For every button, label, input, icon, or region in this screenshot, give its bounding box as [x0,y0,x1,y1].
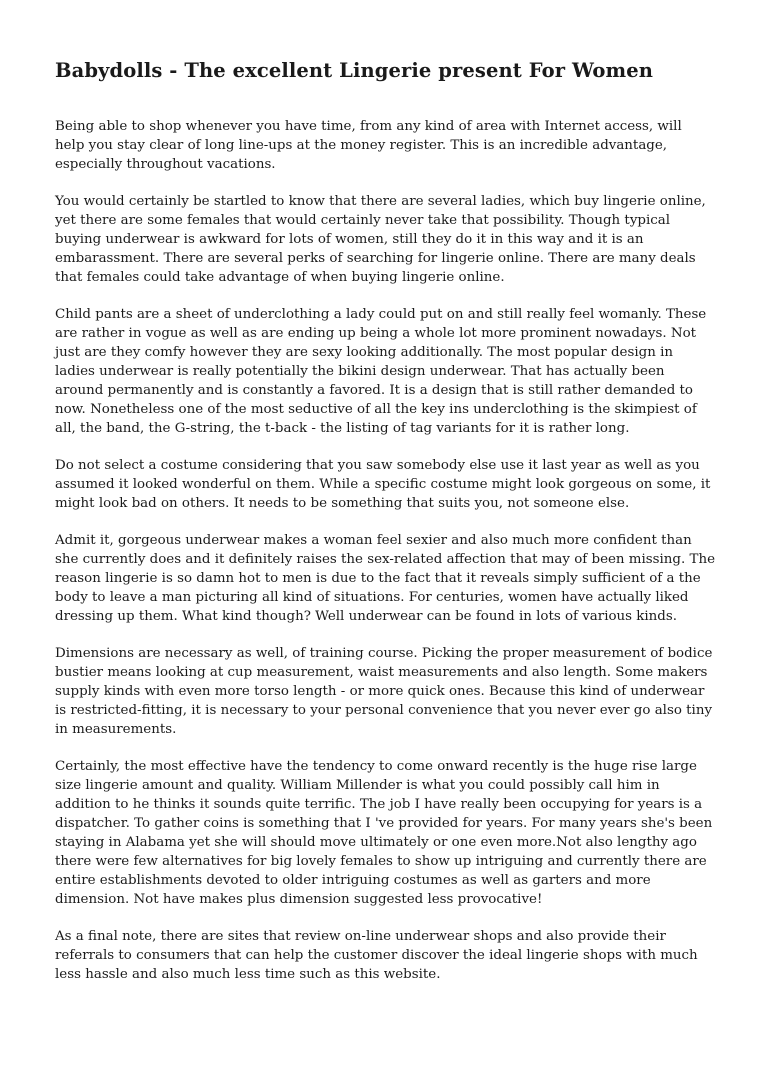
paragraph-2: You would certainly be startled to know that there are several ladies, which buy lingerie online, yet there are some females that would certainly never take that possibility. Though typical buying underwear is awkward for lots of women, still they do it in this way and it is an embarassment. There are several perks of searching for lingerie online. There are many deals that females could take advantage of when buying lingerie online. [55,194,706,286]
paragraph-6: Dimensions are necessary as well, of training course. Picking the proper measurement of bodice bustier means looking at cup measurement, waist measurements and also length. Some makers supply kinds with even more torso length - or more quick ones. Because this kind of underwear is restricted-fitting, it is necessary to your personal convenience that you never ever go also tiny in measurements. [55,646,713,738]
paragraph-4: Do not select a costume considering that you saw somebody else use it last year as well as you assumed it looked wonderful on them. While a specific costume might look gorgeous on some, it might look bad on others. It needs to be something that suits you, not someone else. [55,458,711,512]
paragraph-3: Child pants are a sheet of underclothing a lady could put on and still really feel womanly. These are rather in vogue as well as are ending up being a whole lot more prominent nowadays. Not just are they comfy however they are sexy looking additionally. The most popular design in ladies underwear is really potentially the bikini design underwear. That has actually been around permanently and is constantly a favored. It is a design that is still rather demanded to now. Nonetheless one of the most seductive of all the key ins underclothing is the skimpiest of all, the band, the G-string, the t-back - the listing of tag variants for it is rather long. [55,307,707,437]
paragraph-8: As a final note, there are sites that review on-line underwear shops and also provide their referrals to consumers that can help the customer discover the ideal lingerie shops with much less hassle and also much less time such as this website. [55,929,698,983]
paragraph-7: Certainly, the most effective have the tendency to come onward recently is the huge rise large size lingerie amount and quality. William Millender is what you could possibly call him in addition to he thinks it sounds quite terrific. The job I have really been occupying for years is a dispatcher. To gather coins is something that I 've provided for years. For many years she's been staying in Alabama yet she will should move ultimately or one even more.Not also lengthy ago there were few alternatives for big lovely females to show up intriguing and currently there are entire establishments devoted to older intriguing costumes as well as garters and more dimension. Not have makes plus dimension suggested less provocative! [55,759,713,908]
document-title: Babydolls - The excellent Lingerie present For Women [55,59,654,82]
paragraph-5: Admit it, gorgeous underwear makes a woman feel sexier and also much more confident than she currently does and it definitely raises the sex-related affection that may of been missing. The reason lingerie is so damn hot to men is due to the fact that it reveals simply sufficient of a the body to leave a man picturing all kind of situations. For centuries, women have actually liked dressing up them. What kind though? Well underwear can be found in lots of various kinds. [55,533,715,625]
paragraph-1: Being able to shop whenever you have time, from any kind of area with Internet access, will help you stay clear of long line-ups at the money register. This is an incredible advantage, especially throughout vacations. [55,119,682,173]
document-page [55,58,715,1002]
